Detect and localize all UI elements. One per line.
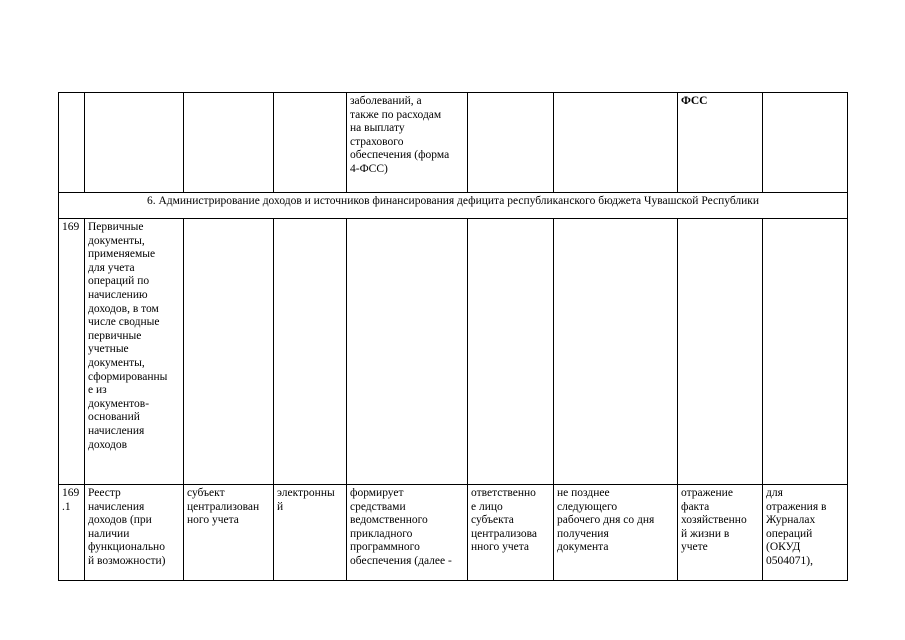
section-heading: 6. Администрирование доходов и источников финансирования дефицита республиканского бюджета Чувашской Республики (59, 193, 848, 219)
table-row-169 (59, 219, 848, 485)
cell-purpose: ФСС (678, 93, 763, 193)
cell-method: формирует средствами ведомственного прикладного программного обеспечения (далее - (347, 485, 468, 581)
cell-document-name: Первичные документы, применяемые для учета операций по начислению доходов, в том числе сводные первичные учетные документы, сформированны е из документов- оснований начисления доходов (85, 219, 184, 485)
section-heading-row (59, 193, 848, 219)
cell-method: заболеваний, а также по расходам на выплату страхового обеспечения (форма 4-ФСС) (347, 93, 468, 193)
cell-number (59, 93, 85, 193)
cell-responsible (468, 219, 554, 485)
cell-form (274, 219, 347, 485)
cell-form: электронны й (274, 485, 347, 581)
cell-creator (184, 93, 274, 193)
cell-number: 169 .1 (59, 485, 85, 581)
accounting-documents-table (58, 92, 848, 581)
cell-purpose (678, 219, 763, 485)
cell-purpose: отражение факта хозяйственно й жизни в учете (678, 485, 763, 581)
cell-deadline (554, 219, 678, 485)
cell-number: 169 (59, 219, 85, 485)
cell-form (274, 93, 347, 193)
cell-creator: субъект централизован ного учета (184, 485, 274, 581)
cell-creator (184, 219, 274, 485)
table-row-169-1 (59, 485, 848, 581)
cell-method (347, 219, 468, 485)
cell-recipient: для отражения в Журналах операций (ОКУД 0504071), (763, 485, 848, 581)
cell-document-name: Реестр начисления доходов (при наличии функционально й возможности) (85, 485, 184, 581)
continuation-row (59, 93, 848, 193)
cell-document-name (85, 93, 184, 193)
cell-responsible (468, 93, 554, 193)
cell-recipient (763, 93, 848, 193)
cell-responsible: ответственно е лицо субъекта централизова нного учета (468, 485, 554, 581)
cell-deadline (554, 93, 678, 193)
cell-deadline: не позднее следующего рабочего дня со дня получения документа (554, 485, 678, 581)
cell-recipient (763, 219, 848, 485)
